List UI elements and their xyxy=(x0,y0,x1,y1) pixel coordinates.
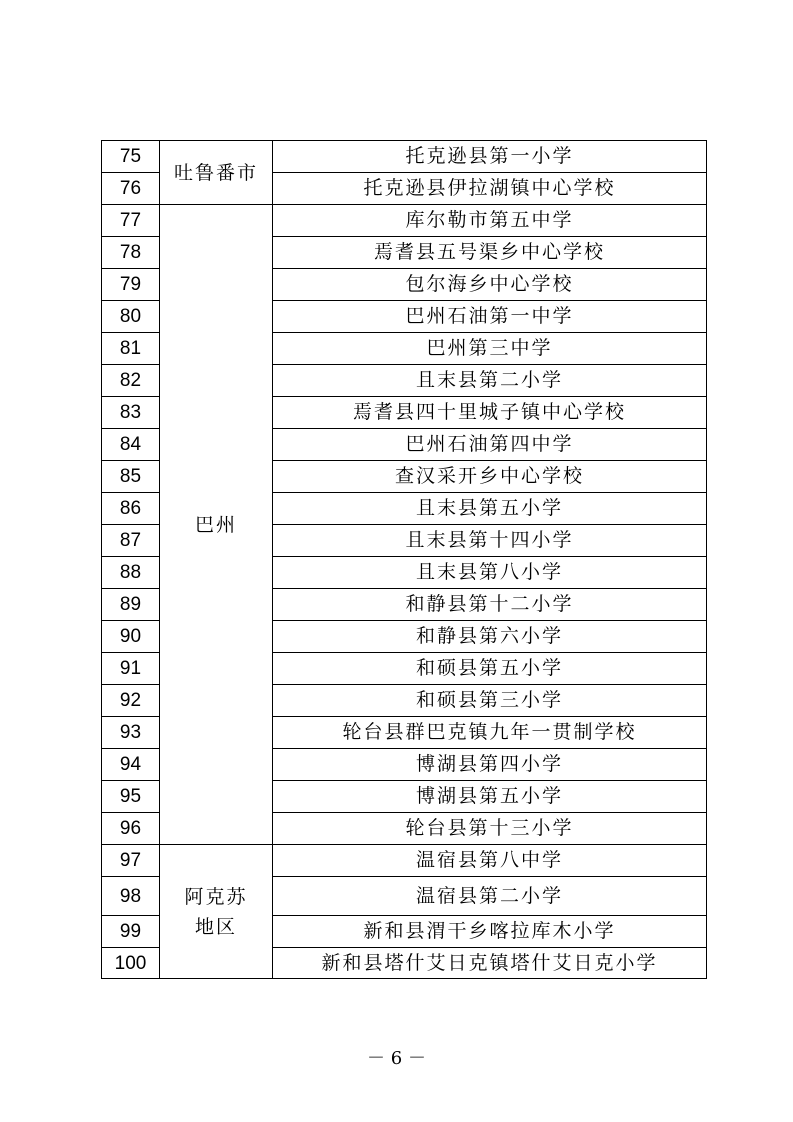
row-number-cell: 84 xyxy=(102,429,160,461)
row-number-cell: 83 xyxy=(102,397,160,429)
school-name-cell: 且末县第八小学 xyxy=(273,557,707,589)
region-name: 地区 xyxy=(194,915,237,938)
row-number-cell: 85 xyxy=(102,461,160,493)
table-row xyxy=(102,205,707,237)
school-name-cell: 和静县第六小学 xyxy=(273,621,707,653)
row-number-cell: 86 xyxy=(102,493,160,525)
school-name-cell: 且末县第二小学 xyxy=(273,365,707,397)
row-number-cell: 87 xyxy=(102,525,160,557)
region-name: 巴州 xyxy=(194,513,237,536)
row-number-cell: 80 xyxy=(102,301,160,333)
region-cell xyxy=(160,141,273,205)
school-name-cell: 且末县第五小学 xyxy=(273,493,707,525)
school-name-cell: 托克逊县伊拉湖镇中心学校 xyxy=(273,173,707,205)
region-cell xyxy=(160,845,273,979)
school-list-table xyxy=(101,140,707,979)
row-number-cell: 90 xyxy=(102,621,160,653)
row-number-cell: 89 xyxy=(102,589,160,621)
school-name-cell: 托克逊县第一小学 xyxy=(273,141,707,173)
school-name-cell: 巴州第三中学 xyxy=(273,333,707,365)
row-number-cell: 97 xyxy=(102,845,160,877)
row-number-cell: 99 xyxy=(102,916,160,948)
row-number-cell: 82 xyxy=(102,365,160,397)
row-number-cell: 98 xyxy=(102,877,160,916)
row-number-cell: 88 xyxy=(102,557,160,589)
table-row xyxy=(102,845,707,877)
school-name-cell: 轮台县第十三小学 xyxy=(273,813,707,845)
table-row xyxy=(102,141,707,173)
row-number-cell: 76 xyxy=(102,173,160,205)
school-name-cell: 查汉采开乡中心学校 xyxy=(273,461,707,493)
row-number-cell: 92 xyxy=(102,685,160,717)
row-number-cell: 79 xyxy=(102,269,160,301)
school-name-cell: 巴州石油第四中学 xyxy=(273,429,707,461)
row-number-cell: 75 xyxy=(102,141,160,173)
school-name-cell: 和硕县第三小学 xyxy=(273,685,707,717)
row-number-cell: 78 xyxy=(102,237,160,269)
region-name: 阿克苏 xyxy=(184,885,248,908)
school-name-cell: 博湖县第四小学 xyxy=(273,749,707,781)
row-number-cell: 77 xyxy=(102,205,160,237)
region-name: 吐鲁番市 xyxy=(173,161,258,184)
school-name-cell: 温宿县第二小学 xyxy=(273,877,707,916)
school-name-cell: 巴州石油第一中学 xyxy=(273,301,707,333)
row-number-cell: 95 xyxy=(102,781,160,813)
school-name-cell: 包尔海乡中心学校 xyxy=(273,269,707,301)
school-name-cell: 且末县第十四小学 xyxy=(273,525,707,557)
school-name-cell: 库尔勒市第五中学 xyxy=(273,205,707,237)
row-number-cell: 96 xyxy=(102,813,160,845)
school-name-cell: 焉耆县四十里城子镇中心学校 xyxy=(273,397,707,429)
table-body xyxy=(102,141,707,979)
page-number: － 6 － xyxy=(367,1048,426,1069)
row-number-cell: 100 xyxy=(102,948,160,979)
school-name-cell: 轮台县群巴克镇九年一贯制学校 xyxy=(273,717,707,749)
school-name-cell: 和静县第十二小学 xyxy=(273,589,707,621)
school-name-cell: 博湖县第五小学 xyxy=(273,781,707,813)
school-name-cell: 和硕县第五小学 xyxy=(273,653,707,685)
row-number-cell: 81 xyxy=(102,333,160,365)
school-name-cell: 焉耆县五号渠乡中心学校 xyxy=(273,237,707,269)
school-name-cell: 新和县塔什艾日克镇塔什艾日克小学 xyxy=(273,948,707,979)
school-name-cell: 温宿县第八中学 xyxy=(273,845,707,877)
region-cell xyxy=(160,205,273,845)
row-number-cell: 91 xyxy=(102,653,160,685)
school-name-cell: 新和县渭干乡喀拉库木小学 xyxy=(273,916,707,948)
row-number-cell: 94 xyxy=(102,749,160,781)
row-number-cell: 93 xyxy=(102,717,160,749)
